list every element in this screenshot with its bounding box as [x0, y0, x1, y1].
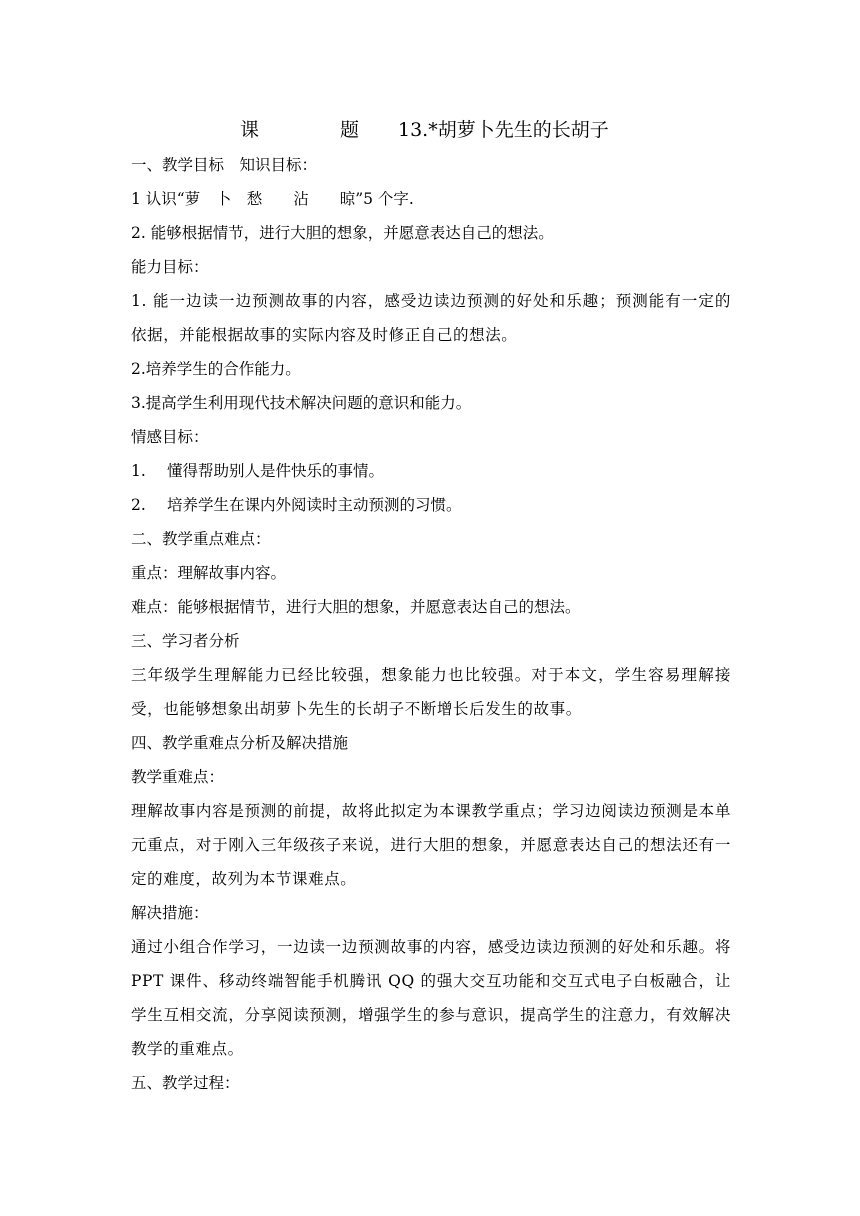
title-label-ti: 题: [340, 119, 360, 141]
section-heading-objectives: 一、教学目标 知识目标：: [131, 156, 318, 174]
subheading-measures: 解决措施：: [131, 904, 209, 922]
emotion-heading: 情感目标：: [131, 428, 209, 446]
key-difficult-text: 理解故事内容是预测的前提，故将此拟定为本课教学重点；学习边阅读边预测是本单元重点，对于刚入三年级孩子来说，进行大胆的想象，并愿意表达自己的想法还有一定的难度，故列为本节课难点。: [131, 802, 731, 888]
emotion-item-1-text: 懂得帮助别人是件快乐的事情。: [167, 462, 385, 480]
emotion-item-2-text: 培养学生在课内外阅读时主动预测的习惯。: [167, 496, 462, 514]
section-heading-analysis-measures: 四、教学重难点分析及解决措施: [131, 734, 349, 752]
ability-item-3: 3.提高学生利用现代技术解决问题的意识和能力。: [131, 394, 472, 412]
key-point: 重点：理解故事内容。: [131, 564, 287, 582]
emotion-item-1-number: 1.: [131, 462, 146, 480]
difficult-point: 难点：能够根据情节，进行大胆的想象，并愿意表达自己的想法。: [131, 598, 581, 616]
emotion-item-1: [131, 454, 731, 488]
knowledge-item-2: 2. 能够根据情节，进行大胆的想象，并愿意表达自己的想法。: [131, 224, 554, 242]
lesson-title: 13.*胡萝卜先生的长胡子: [398, 119, 609, 141]
section-heading-learner-analysis: 三、学习者分析: [131, 632, 240, 650]
section-heading-key-points: 二、教学重点难点：: [131, 530, 271, 548]
title-label-ke: 课: [240, 119, 260, 141]
emotion-item-2-number: 2.: [131, 496, 146, 514]
document-body: [131, 148, 731, 1100]
ability-heading: 能力目标：: [131, 258, 209, 276]
ability-item-1: 1. 能一边读一边预测故事的内容，感受边读边预测的好处和乐趣；预测能有一定的依据，并能根据故事的实际内容及时修正自己的想法。: [131, 292, 731, 344]
learner-analysis-text: 三年级学生理解能力已经比较强，想象能力也比较强。对于本文，学生容易理解接受，也能够想象出胡萝卜先生的长胡子不断增长后发生的故事。: [131, 666, 731, 718]
section-heading-process: 五、教学过程：: [131, 1074, 240, 1092]
subheading-key-difficult: 教学重难点：: [131, 768, 225, 786]
document-title: [0, 114, 860, 146]
ability-item-2: 2.培养学生的合作能力。: [131, 360, 301, 378]
knowledge-item-1: 1 认识“萝 卜 愁 沾 晾”5 个字.: [131, 190, 414, 208]
emotion-item-2: [131, 488, 731, 522]
measures-text: 通过小组合作学习，一边读一边预测故事的内容，感受边读边预测的好处和乐趣。将 PPT 课件、移动终端智能手机腾讯 QQ 的强大交互功能和交互式电子白板融合，让学生互相交流，分享阅读预测，增强学生的参与意识，提高学生的注意力，有效解决教学的重难点。: [131, 938, 731, 1058]
